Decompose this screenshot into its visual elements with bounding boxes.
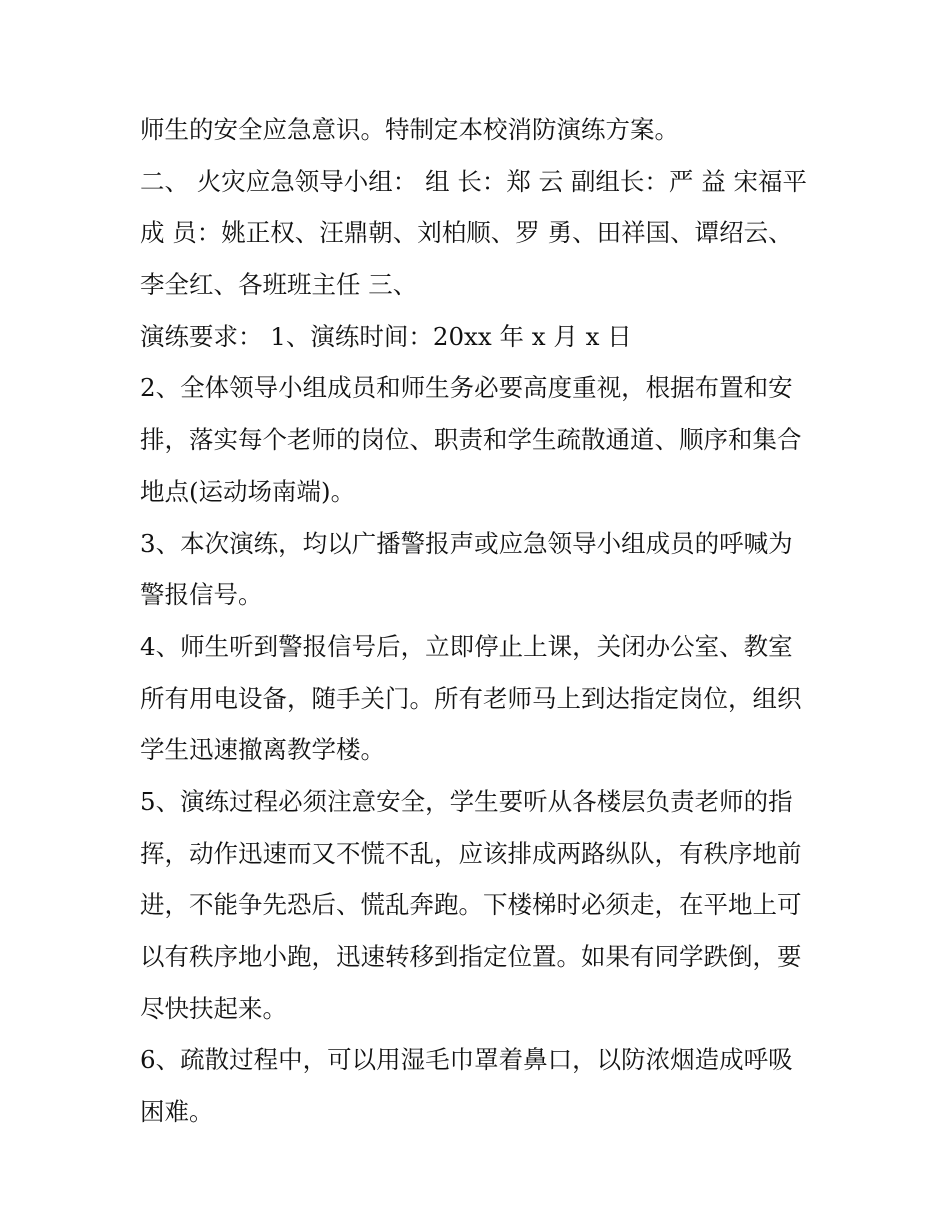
text-line: 李全红、各班班主任 三、 <box>140 270 418 300</box>
text-line: 4、师生听到警报信号后，立即停止上课，关闭办公室、教室 <box>140 631 793 661</box>
text-line: 排，落实每个老师的岗位、职责和学生疏散通道、顺序和集合 <box>140 425 802 455</box>
text-line: 2、全体领导小组成员和师生务必要高度重视，根据布置和安 <box>140 373 793 403</box>
text-line: 二、 火灾应急领导小组： 组 长：郑 云 副组长：严 益 宋福平 <box>140 166 808 196</box>
text-line: 成 员：姚正权、汪鼎朝、刘柏顺、罗 勇、田祥国、谭绍云、 <box>140 218 793 248</box>
text-line: 警报信号。 <box>140 580 263 610</box>
text-line: 演练要求： 1、演练时间：20xx 年 x 月 x 日 <box>140 321 632 351</box>
text-line: 尽快扶起来。 <box>140 993 287 1023</box>
text-line: 以有秩序地小跑，迅速转移到指定位置。如果有同学跌倒，要 <box>140 942 802 971</box>
text-line: 师生的安全应急意识。特制定本校消防演练方案。 <box>140 115 679 144</box>
text-line: 挥，动作迅速而又不慌不乱，应该排成两路纵队，有秩序地前 <box>140 838 802 868</box>
text-line: 6、疏散过程中，可以用湿毛巾罩着鼻口，以防浓烟造成呼吸 <box>140 1045 793 1075</box>
text-line: 3、本次演练，均以广播警报声或应急领导小组成员的呼喊为 <box>140 528 793 558</box>
text-line: 学生迅速撤离教学楼。 <box>140 735 385 765</box>
text-line: 困难。 <box>140 1097 214 1127</box>
document-body <box>140 104 820 1138</box>
text-line: 所有用电设备，随手关门。所有老师马上到达指定岗位，组织 <box>140 683 802 713</box>
text-line: 进，不能争先恐后、慌乱奔跑。下楼梯时必须走，在平地上可 <box>140 890 802 920</box>
text-line: 5、演练过程必须注意安全，学生要听从各楼层负责老师的指 <box>140 786 793 816</box>
text-line: 地点(运动场南端)。 <box>140 476 356 506</box>
